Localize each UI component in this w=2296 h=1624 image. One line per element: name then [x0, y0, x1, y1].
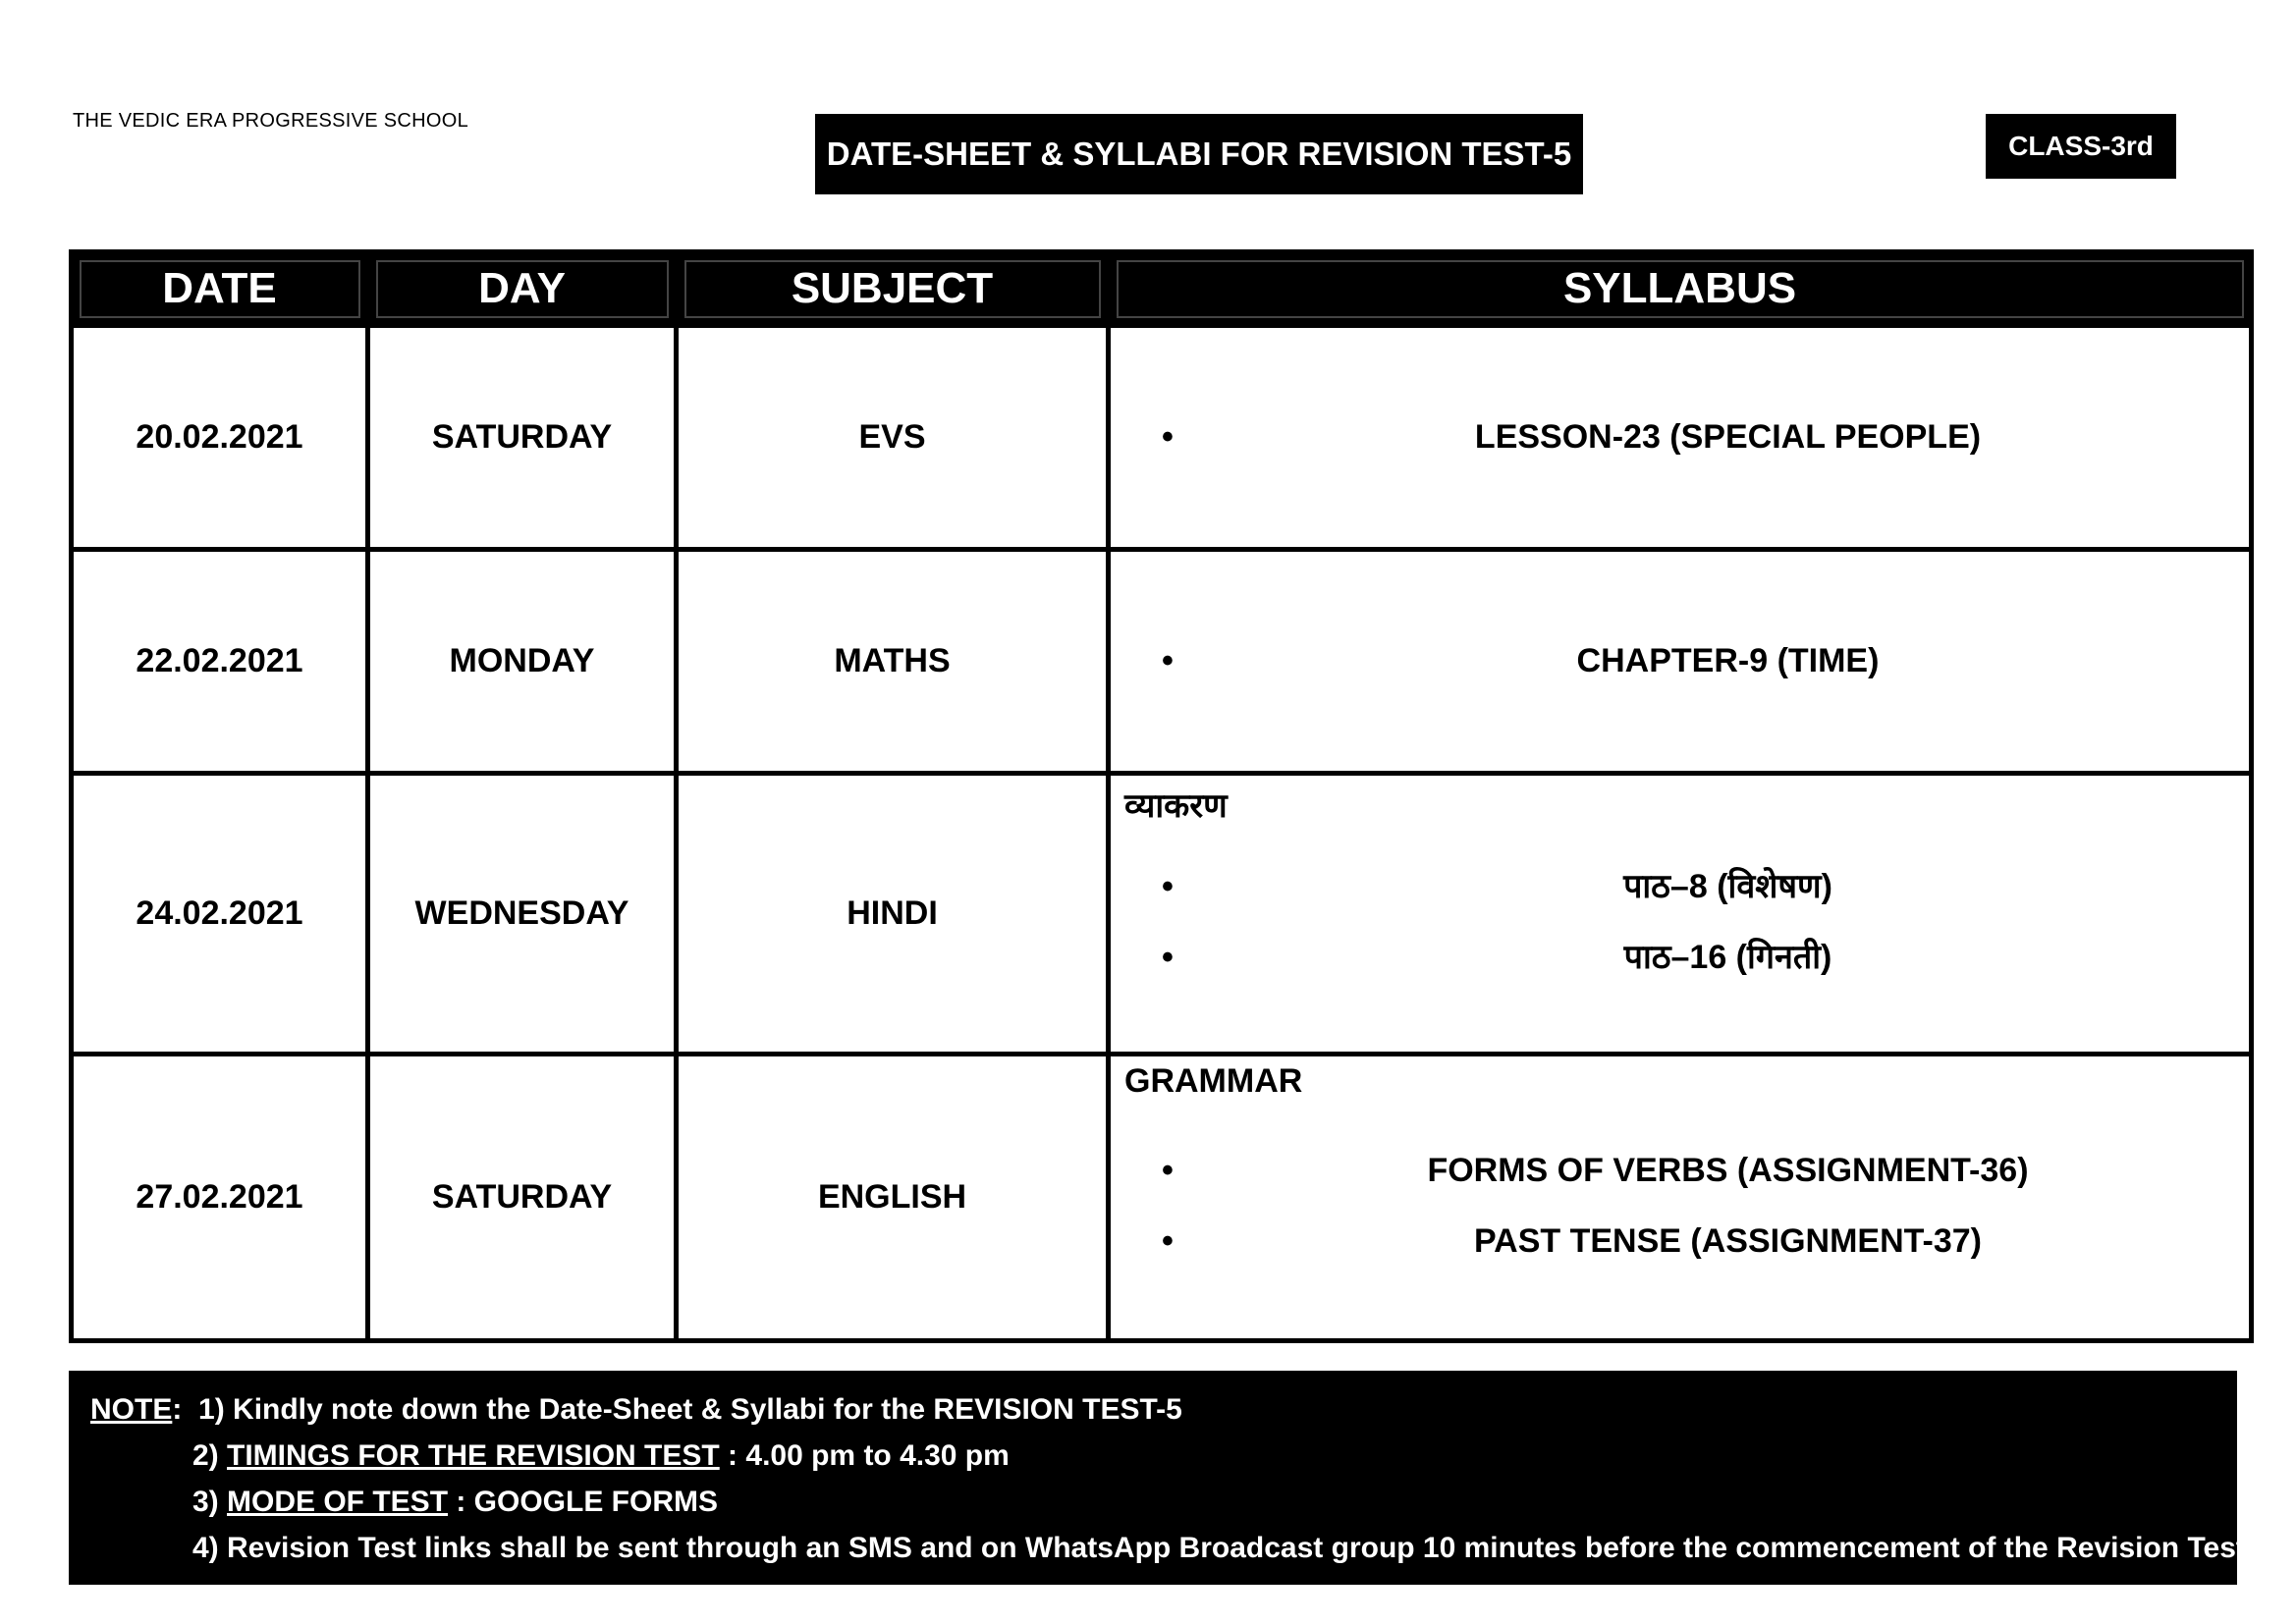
note-mode-label: MODE OF TEST	[227, 1486, 449, 1518]
note-label: NOTE	[90, 1393, 173, 1426]
table-row	[72, 326, 2252, 550]
syllabus-item: • पाठ–16 (गिनती)	[1207, 934, 2249, 981]
cell-subject: HINDI	[677, 774, 1109, 1055]
column-header-syllabus: SYLLABUS	[1109, 252, 2252, 326]
table-row	[72, 550, 2252, 774]
syllabus-item: • CHAPTER-9 (TIME)	[1207, 642, 2249, 680]
school-name: THE VEDIC ERA PROGRESSIVE SCHOOL	[73, 110, 469, 132]
column-header-day: DAY	[368, 252, 677, 326]
note-line-2	[90, 1433, 2215, 1479]
cell-syllabus	[1109, 774, 2252, 1055]
cell-day: MONDAY	[368, 550, 677, 774]
note-box	[69, 1371, 2255, 1585]
note-line-3	[90, 1479, 2215, 1525]
table-header-row	[72, 252, 2252, 326]
note-mode-value: : GOOGLE FORMS	[448, 1486, 719, 1518]
syllabus-item: • LESSON-23 (SPECIAL PEOPLE)	[1207, 418, 2249, 457]
syllabus-heading: GRAMMAR	[1124, 1062, 1303, 1100]
date-sheet-table	[69, 249, 2254, 1343]
cell-subject: ENGLISH	[677, 1055, 1109, 1341]
syllabus-item: • पाठ–8 (विशेषण)	[1207, 863, 2249, 910]
table-row	[72, 774, 2252, 1055]
cell-subject: MATHS	[677, 550, 1109, 774]
note-text: 1) Kindly note down the Date-Sheet & Syllabi for the REVISION TEST-5	[198, 1393, 1182, 1426]
cell-date: 22.02.2021	[72, 550, 368, 774]
column-header-subject: SUBJECT	[677, 252, 1109, 326]
cell-syllabus	[1109, 326, 2252, 550]
cell-date: 20.02.2021	[72, 326, 368, 550]
syllabus-item: • FORMS OF VERBS (ASSIGNMENT-36)	[1207, 1147, 2249, 1194]
cell-day: WEDNESDAY	[368, 774, 677, 1055]
table-row	[72, 1055, 2252, 1341]
note-timings-value: : 4.00 pm to 4.30 pm	[719, 1439, 1010, 1472]
cell-date: 24.02.2021	[72, 774, 368, 1055]
cell-date: 27.02.2021	[72, 1055, 368, 1341]
cell-syllabus	[1109, 1055, 2252, 1341]
page-title: DATE-SHEET & SYLLABI FOR REVISION TEST-5	[815, 114, 1583, 194]
note-number: 2)	[192, 1439, 228, 1472]
note-line-1: NOTE: 1) Kindly note down the Date-Sheet & Syllabi for the REVISION TEST-5	[90, 1393, 1182, 1426]
syllabus-item: • PAST TENSE (ASSIGNMENT-37)	[1207, 1218, 2249, 1265]
note-line-4: 4) Revision Test links shall be sent through an SMS and on WhatsApp Broadcast group 10 minutes before the commencement of the Revision Test.	[192, 1532, 2255, 1564]
column-header-date: DATE	[72, 252, 368, 326]
class-badge: CLASS-3rd	[1986, 114, 2176, 179]
cell-day: SATURDAY	[368, 1055, 677, 1341]
note-number: 3)	[192, 1486, 228, 1518]
cell-syllabus	[1109, 550, 2252, 774]
syllabus-heading: व्याकरण	[1124, 787, 1228, 825]
note-timings-label: TIMINGS FOR THE REVISION TEST	[227, 1439, 720, 1472]
cell-subject: EVS	[677, 326, 1109, 550]
cell-day: SATURDAY	[368, 326, 677, 550]
